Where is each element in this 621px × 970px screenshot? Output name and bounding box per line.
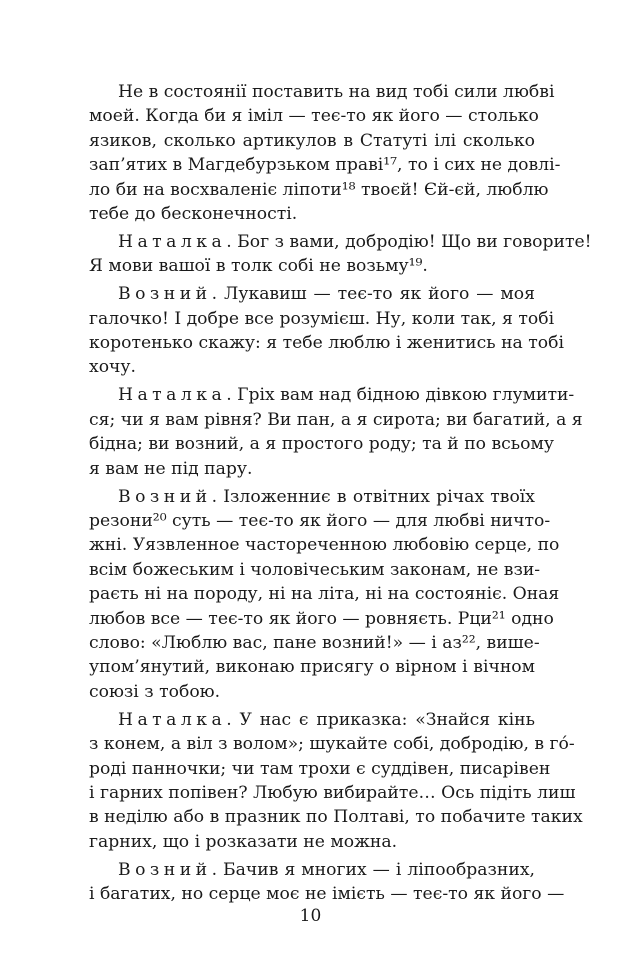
line-text: в неділю або в празник по Полтаві, то побачите таких [89, 807, 583, 828]
line-text: резони²⁰ суть — теє-то як його — для любві ничто- [89, 511, 551, 532]
line-text: я вам не під пару. [89, 458, 253, 479]
line-text: союзі з тобою. [89, 681, 221, 702]
line-text: . Бог з вами, добродію! Що ви говорите! [226, 231, 592, 252]
line-text: з конем, а віл з волом»; шукайте собі, добродію, в го́- [89, 734, 575, 755]
text-line [89, 858, 535, 882]
text-line [89, 830, 535, 854]
line-text: Не в состоянії поставить на вид тобі сили любві [118, 82, 555, 102]
line-text: моей. Когда би я імiл — теє-то як його — столько [89, 106, 539, 127]
text-line [89, 307, 555, 331]
speaker-name: Возний [118, 486, 212, 507]
line-text: ло би на восхваленіє ліпоти¹⁸ твоєй! Єй-єй, люблю [89, 179, 549, 200]
text-line [89, 104, 539, 128]
line-text: раєть ні на породу, ні на літа, ні на состояніє. Оная [89, 584, 560, 605]
line-text: любов все — теє-то як його — ровняєть. Рци²¹ одно [89, 608, 554, 629]
text-line [89, 355, 535, 379]
text-line [89, 757, 551, 781]
line-text: жні. Уязвленное частореченною любовію серце, по [89, 535, 560, 556]
line-text: слово: «Люблю вас, пане возний!» — і аз²², више- [89, 632, 540, 653]
line-text: Я мови вашої в толк собі не возьму¹⁹. [89, 256, 428, 277]
line-text: . У нас є приказка: «Знайся кінь [226, 709, 535, 730]
text-line [89, 178, 549, 202]
text-line [89, 805, 583, 829]
line-text: ся; чи я вам рівня? Ви пан, а я сирота; ви багатий, а я [89, 409, 583, 430]
text-line [89, 383, 575, 407]
text-line [89, 129, 535, 153]
text-line [89, 254, 535, 278]
page-body [89, 80, 592, 906]
speaker-name: Возний [118, 859, 212, 880]
line-text: . Гріх вам над бідною дівкою глумити- [226, 385, 575, 406]
paragraph [89, 230, 592, 279]
page-number: 10 [299, 906, 322, 926]
paragraph [89, 383, 583, 481]
paragraph [89, 858, 565, 907]
paragraph [89, 485, 560, 705]
text-line [89, 781, 576, 805]
text-line [89, 655, 535, 679]
speaker-name: Наталка [118, 709, 227, 730]
line-text: . Бачив я многих — і ліпообразних, [211, 859, 535, 880]
text-line [89, 432, 554, 456]
text-line [89, 202, 535, 226]
text-line [89, 153, 561, 177]
line-text: і гарних попівен? Любую вибирайте… Ось підіть лиш [89, 782, 576, 803]
paragraph [89, 708, 583, 854]
line-text: роді панночки; чи там трохи є суддівен, писарівен [89, 758, 551, 779]
line-text: гарних, що і розказати не можна. [89, 831, 398, 852]
line-text: хочу. [89, 357, 136, 378]
text-line [89, 457, 535, 481]
text-line [89, 582, 560, 606]
text-line [89, 533, 560, 557]
line-text: . Лукавиш — теє-то як його — моя [211, 284, 535, 305]
paragraph [89, 80, 561, 226]
text-line [89, 631, 540, 655]
text-line [89, 509, 551, 533]
line-text: і багатих, но серце моє не імієть — теє-то як його — [89, 884, 565, 905]
text-line [89, 80, 555, 104]
line-text: бідна; ви возний, а я простого роду; та й по всьому [89, 434, 554, 455]
text-line [89, 607, 554, 631]
line-text: . Ізложенниє в отвітних річах твоїх [211, 486, 535, 507]
line-text: всім божеським і чоловічеським законам, не взи- [89, 559, 541, 580]
text-line [89, 732, 575, 756]
text-line [89, 708, 535, 732]
line-text: язиков, сколько артикулов в Статуті ілі сколько [89, 130, 535, 151]
paragraph [89, 282, 564, 380]
text-line [89, 680, 535, 704]
text-line [89, 485, 535, 509]
line-text: тебе до бесконечності. [89, 203, 298, 224]
text-line [89, 282, 535, 306]
speaker-name: Возний [118, 284, 212, 305]
text-line [89, 230, 592, 254]
text-line [89, 882, 565, 906]
text-line [89, 558, 541, 582]
line-text: галочко! І добре все розумієш. Ну, коли так, я тобі [89, 308, 555, 329]
text-line [89, 408, 583, 432]
line-text: зап’ятих в Магдебурзьком праві¹⁷, то і сих не довлі- [89, 155, 561, 176]
text-line [89, 331, 564, 355]
speaker-name: Наталка [118, 385, 227, 406]
line-text: коротенько скажу: я тебе люблю і женитись на тобі [89, 333, 564, 354]
speaker-name: Наталка [118, 231, 227, 252]
line-text: упом’янутий, виконаю присягу о вірном і вічном [89, 657, 535, 678]
